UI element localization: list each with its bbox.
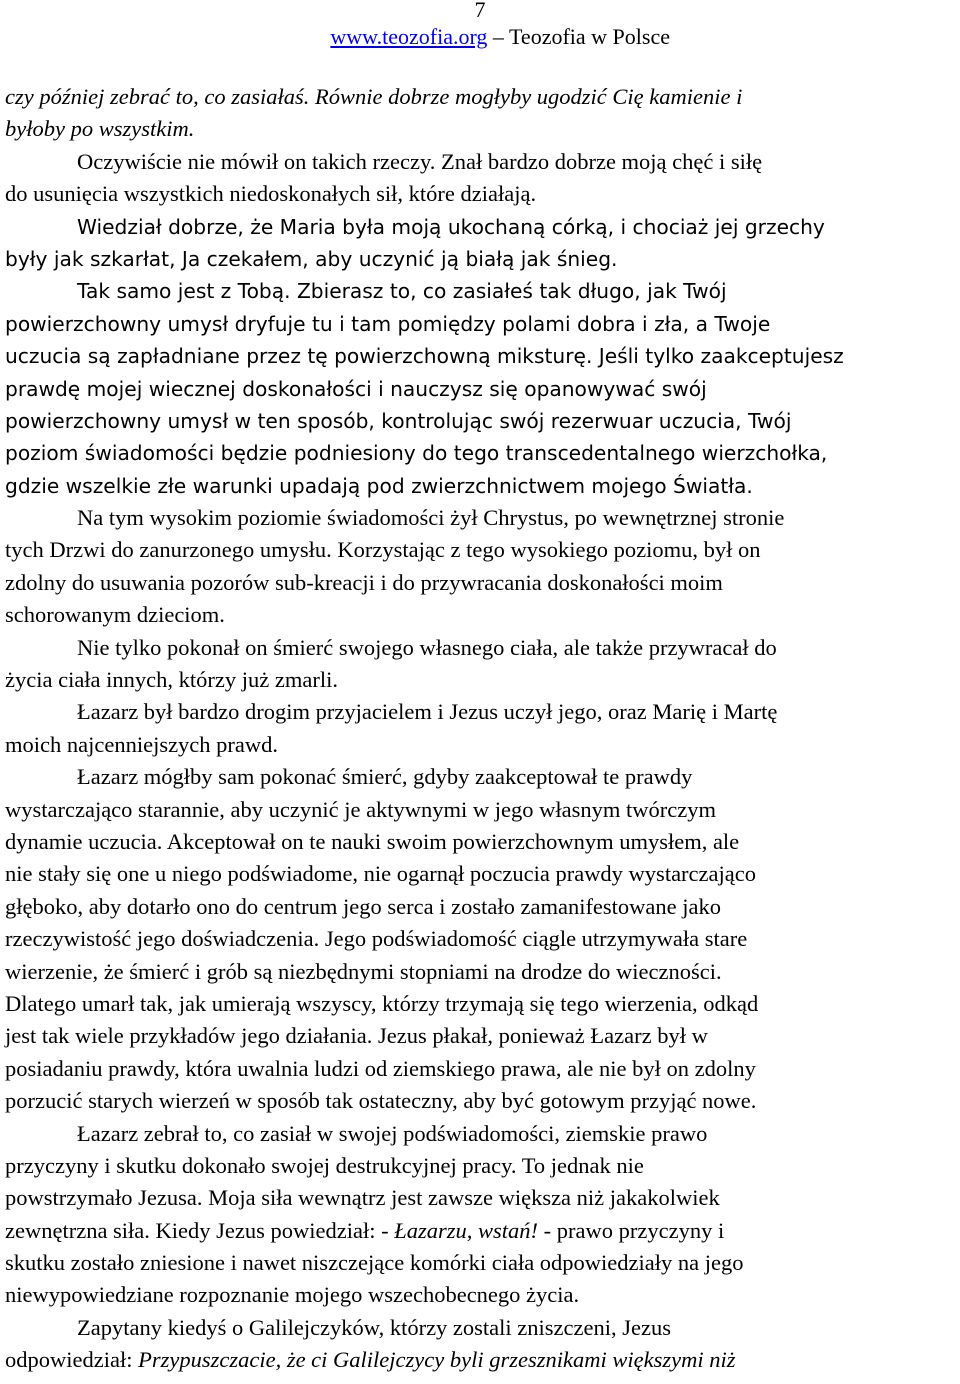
page-number: 7 bbox=[474, 0, 486, 22]
text-line: wystarczająco starannie, aby uczynić je aktywnymi w jego własnym twórczym bbox=[5, 796, 717, 822]
text-line: Łazarz był bardzo drogim przyjacielem i Jezus uczył jego, oraz Marię i Martę bbox=[77, 699, 778, 725]
text-line: byłoby po wszystkim. bbox=[5, 116, 195, 142]
text-line: Łazarz zebrał to, co zasiał w swojej podświadomości, ziemskie prawo bbox=[77, 1120, 708, 1146]
text-line: Oczywiście nie mówił on takich rzeczy. Znał bardzo dobrze moją chęć i siłę bbox=[77, 148, 763, 174]
text-line: Dlatego umarł tak, jak umierają wszyscy, którzy trzymają się tego wierzenia, odkąd bbox=[5, 990, 759, 1016]
text-line: posiadaniu prawdy, która uwalnia ludzi od ziemskiego prawa, ale nie był on zdolny bbox=[5, 1055, 756, 1081]
text-line: rzeczywistość jego doświadczenia. Jego podświadomość ciągle utrzymywała stare bbox=[5, 926, 748, 952]
text-line: powstrzymało Jezusa. Moja siła wewnątrz jest zawsze większa niż jakakolwiek bbox=[5, 1185, 720, 1211]
text-line: Wiedział dobrze, że Maria była moją ukochaną córką, i chociaż jej grzechy bbox=[77, 214, 825, 239]
italic-span: Łazarzu, wstań! bbox=[394, 1217, 539, 1243]
italic-span: Przypuszczacie, że ci Galilejczycy byli grzesznikami większymi niż bbox=[138, 1347, 736, 1373]
text-line: prawdę mojej wiecznej doskonałości i nauczysz się opanowywać swój bbox=[5, 376, 707, 401]
text-line: powierzchowny umysł w ten sposób, kontrolując swój rezerwuar uczucia, Twój bbox=[5, 408, 792, 433]
header-site-line bbox=[330, 24, 670, 50]
header-separator: – bbox=[487, 24, 510, 49]
text-line: uczucia są zapładniane przez tę powierzchowną miksturę. Jeśli tylko zaakceptujesz bbox=[5, 344, 844, 369]
text-line: moich najcenniejszych prawd. bbox=[5, 731, 279, 757]
text-line: głęboko, aby dotarło ono do centrum jego serca i zostało zamanifestowane jako bbox=[5, 893, 722, 919]
text-line: poziom świadomości będzie podniesiony do tego transcedentalnego wierzchołka, bbox=[5, 441, 828, 466]
body-text bbox=[5, 81, 957, 1377]
text-span: zewnętrzna siła. Kiedy Jezus powiedział: - bbox=[5, 1217, 395, 1243]
text-line bbox=[5, 1344, 957, 1376]
text-line: Na tym wysokim poziomie świadomości żył Chrystus, po wewnętrznej stronie bbox=[77, 505, 785, 531]
site-name: Teozofia w Polsce bbox=[509, 24, 670, 49]
text-line: powierzchowny umysł dryfuje tu i tam pomiędzy polami dobra i zła, a Twoje bbox=[5, 311, 771, 336]
text-span: odpowiedział: bbox=[5, 1347, 139, 1373]
text-line: tych Drzwi do zanurzonego umysłu. Korzystając z tego wysokiego poziomu, był on bbox=[5, 537, 761, 563]
text-line: nie stały się one u niego podświadome, nie ogarnął poczucia prawdy wystarczająco bbox=[5, 861, 756, 887]
text-line: czy później zebrać to, co zasiałaś. Równie dobrze mogłyby ugodzić Cię kamienie i bbox=[5, 84, 743, 109]
text-line: życia ciała innych, którzy już zmarli. bbox=[5, 667, 338, 693]
site-link[interactable]: www.teozofia.org bbox=[330, 24, 488, 49]
text-line: niewypowiedziane rozpoznanie mojego wszechobecnego życia. bbox=[5, 1282, 580, 1308]
text-line bbox=[5, 1215, 957, 1247]
text-line: skutku zostało zniesione i nawet niszczejące komórki ciała odpowiedziały na jego bbox=[5, 1250, 744, 1276]
text-line: Łazarz mógłby sam pokonać śmierć, gdyby zaakceptował te prawdy bbox=[77, 764, 693, 790]
text-line: przyczyny i skutku dokonało swojej destrukcyjnej pracy. To jednak nie bbox=[5, 1152, 644, 1178]
text-line: zdolny do usuwania pozorów sub-kreacji i do przywracania doskonałości moim bbox=[5, 569, 723, 595]
text-line: dynamie uczucia. Akceptował on te nauki swoim powierzchownym umysłem, ale bbox=[5, 828, 740, 854]
page-header bbox=[0, 0, 960, 50]
text-span: - prawo przyczyny i bbox=[538, 1217, 725, 1243]
text-line: do usunięcia wszystkich niedoskonałych sił, które działają. bbox=[5, 181, 537, 207]
text-line: Tak samo jest z Tobą. Zbierasz to, co zasiałeś tak długo, jak Twój bbox=[77, 279, 727, 304]
text-line: Nie tylko pokonał on śmierć swojego własnego ciała, ale także przywracał do bbox=[77, 634, 777, 660]
text-line: były jak szkarłat, Ja czekałem, aby uczynić ją białą jak śnieg. bbox=[5, 246, 618, 271]
text-line: schorowanym dzieciom. bbox=[5, 602, 225, 628]
text-line: wierzenie, że śmierć i grób są niezbędnymi stopniami na drodze do wieczności. bbox=[5, 958, 722, 984]
text-line: porzucić starych wierzeń w sposób tak ostateczny, aby być gotowym przyjąć nowe. bbox=[5, 1088, 757, 1114]
text-line: gdzie wszelkie złe warunki upadają pod zwierzchnictwem mojego Światła. bbox=[5, 473, 753, 498]
text-line: Zapytany kiedyś o Galilejczyków, którzy zostali zniszczeni, Jezus bbox=[77, 1314, 671, 1340]
text-line: jest tak wiele przykładów jego działania. Jezus płakał, ponieważ Łazarz był w bbox=[5, 1023, 708, 1049]
